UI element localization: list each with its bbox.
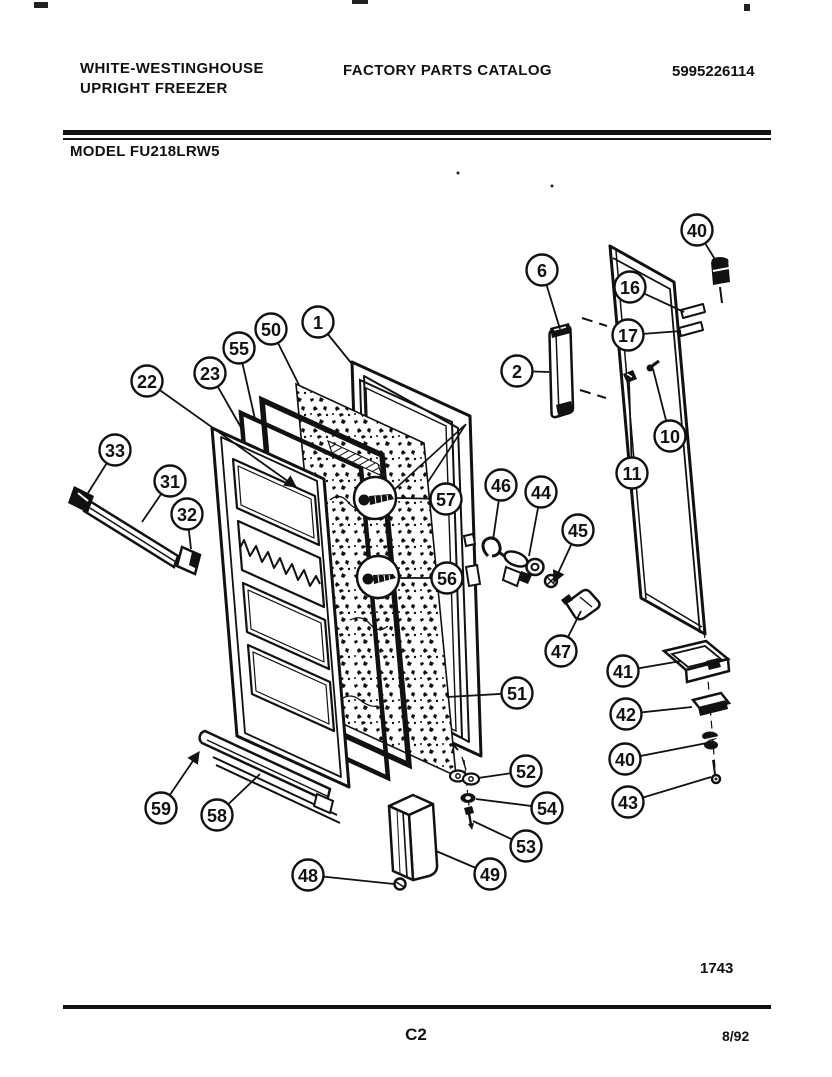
callout-number: 44 — [530, 483, 552, 503]
callout-number: 1 — [312, 313, 324, 333]
callout-number: 43 — [617, 793, 639, 813]
callout-number: 46 — [490, 476, 512, 496]
cover-screw — [395, 879, 406, 890]
callout-number: 50 — [260, 320, 282, 340]
callout-52 — [511, 756, 542, 787]
door-lock-parts — [464, 534, 600, 619]
callout-42 — [611, 699, 642, 730]
callout-number: 32 — [176, 505, 198, 525]
top-hinge-button — [711, 257, 730, 303]
callout-number: 49 — [479, 865, 501, 885]
callout-23 — [195, 358, 226, 389]
figure-number: 1743 — [700, 960, 734, 977]
callout-number: 41 — [612, 662, 634, 682]
callout-6 — [527, 255, 558, 286]
callout-51 — [502, 678, 533, 709]
callout-2 — [502, 356, 533, 387]
hinge-clamp — [693, 693, 729, 716]
callout-number: 55 — [228, 339, 250, 359]
hinge-bushing — [702, 732, 718, 750]
callout-number: 40 — [686, 221, 708, 241]
callout-number: 45 — [567, 521, 589, 541]
callout-number: 6 — [536, 261, 548, 281]
callout-47 — [546, 636, 577, 667]
callout-22 — [132, 366, 163, 397]
callout-11 — [617, 458, 648, 489]
hinge-screw — [464, 806, 474, 830]
callout-54 — [532, 793, 563, 824]
callout-number: 58 — [206, 806, 228, 826]
hinge-plate — [450, 771, 479, 785]
callout-number: 23 — [199, 364, 221, 384]
callout-number: 22 — [136, 372, 158, 392]
callout-10 — [655, 421, 686, 452]
callout-1 — [303, 307, 334, 338]
callout-40 — [610, 744, 641, 775]
callout-33 — [100, 435, 131, 466]
callout-number: 51 — [506, 684, 528, 704]
lower-hinge-small-parts — [450, 760, 479, 830]
nameplate-slot-upper — [681, 304, 705, 318]
callout-56 — [432, 563, 463, 594]
callout-number: 54 — [536, 799, 558, 819]
callout-number: 10 — [659, 427, 681, 447]
brand-line-2: UPRIGHT FREEZER — [80, 80, 228, 97]
callout-55 — [224, 333, 255, 364]
door-handle — [550, 323, 574, 417]
callout-number: 57 — [435, 490, 457, 510]
callout-number: 48 — [297, 866, 319, 886]
callout-number: 11 — [622, 464, 642, 484]
callout-53 — [511, 831, 542, 862]
callout-50 — [256, 314, 287, 345]
lock-cylinder — [502, 548, 543, 586]
callout-46 — [486, 470, 517, 501]
page-code: C2 — [405, 1025, 427, 1044]
callout-number: 47 — [550, 642, 572, 662]
callout-number: 52 — [515, 762, 537, 782]
callout-number: 2 — [511, 362, 523, 382]
brand-line-1: WHITE-WESTINGHOUSE — [80, 60, 264, 77]
callout-43 — [613, 787, 644, 818]
callout-16 — [615, 272, 646, 303]
callout-number: 33 — [104, 441, 126, 461]
callout-number: 53 — [515, 837, 537, 857]
date-code: 8/92 — [722, 1028, 750, 1044]
callout-number: 42 — [615, 705, 637, 725]
callout-number: 31 — [159, 472, 181, 492]
callout-number: 59 — [150, 799, 172, 819]
footer-rule — [63, 1005, 771, 1009]
catalog-title: FACTORY PARTS CATALOG — [343, 62, 552, 79]
callout-58 — [202, 800, 233, 831]
callout-32 — [172, 499, 203, 530]
callout-49 — [475, 859, 506, 890]
callout-number: 56 — [436, 569, 458, 589]
hinge-washer — [461, 793, 476, 803]
callout-number: 16 — [619, 278, 641, 298]
lock-grommet — [561, 590, 600, 619]
callout-48 — [293, 860, 324, 891]
callout-31 — [155, 466, 186, 497]
callout-44 — [526, 477, 557, 508]
lock-hook — [483, 538, 500, 556]
publication-number: 5995226114 — [672, 63, 755, 80]
callout-number: 17 — [617, 326, 639, 346]
callout-40 — [682, 215, 713, 246]
callout-41 — [608, 656, 639, 687]
callout-number: 40 — [614, 750, 636, 770]
callout-57 — [431, 484, 462, 515]
callout-17 — [613, 320, 644, 351]
callout-45 — [563, 515, 594, 546]
model-number: MODEL FU218LRW5 — [70, 143, 220, 160]
callout-59 — [146, 793, 177, 824]
hinge-pin — [712, 760, 720, 783]
nameplate-slot-lower — [679, 322, 703, 336]
scan-artifacts — [34, 0, 750, 188]
hinge-cover — [389, 795, 437, 880]
